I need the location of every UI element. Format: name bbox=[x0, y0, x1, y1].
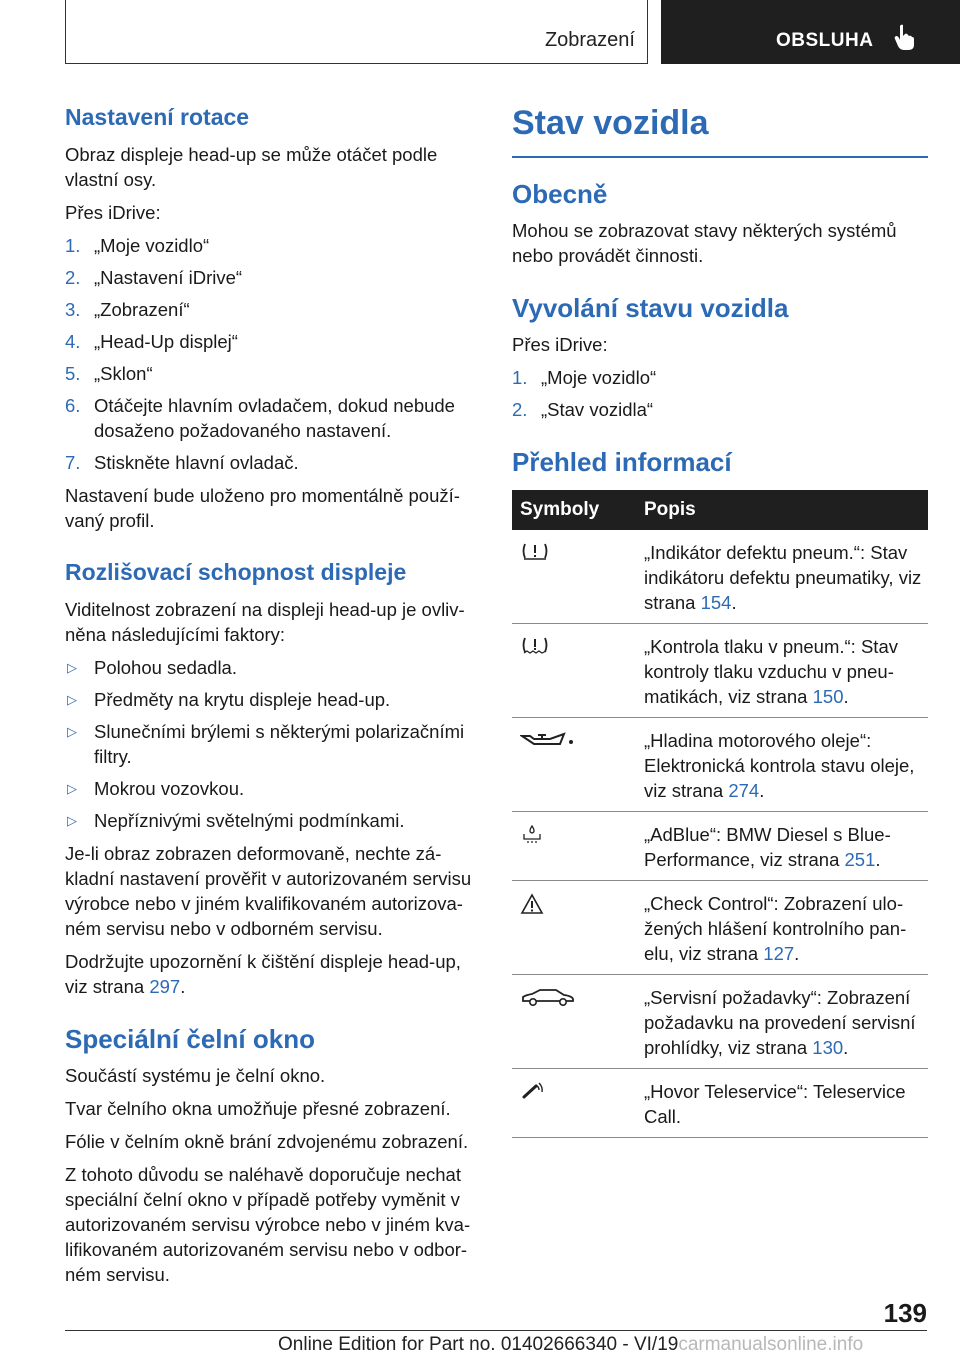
resolution-heading: Rozlišovací schopnost displeje bbox=[65, 559, 407, 585]
page-link[interactable]: 127 bbox=[763, 943, 795, 964]
header-chapter-title: OBSLUHA bbox=[776, 30, 874, 51]
tire-pressure-icon bbox=[520, 636, 550, 656]
windshield-p3: Fólie v čelním okně brání zdvojenému zobrazení. bbox=[65, 1131, 469, 1152]
table-row: „Indikátor defektu pneum.“: Stav indikátoru defektu pneumatiky, viz strana 154. bbox=[512, 530, 928, 624]
windshield-p1: Součástí systému je čelní okno. bbox=[65, 1065, 326, 1086]
col-symbols-header: Symboly bbox=[512, 490, 632, 530]
overview-heading: Přehled informací bbox=[512, 447, 732, 477]
resolution-p2: Dodržujte upozornění k čištění displeje head-up, viz strana 297. bbox=[65, 951, 461, 997]
symbols-table bbox=[512, 490, 928, 1138]
header-section-title: Zobrazení bbox=[544, 29, 635, 51]
list-item: ▷ Nepříznivými světelnými podmínkami. bbox=[67, 810, 405, 831]
page-link[interactable]: 251 bbox=[844, 849, 876, 870]
oil-can-icon bbox=[520, 730, 576, 750]
resolution-p1: Je-li obraz zobrazen deformovaně, nechte zá-kladní nastavení prověřit v autorizovaném servisu výrobce nebo v jiném kvalifikovaném autorizova-ném servisu nebo v odborném servisu. bbox=[65, 843, 472, 939]
list-item: 1. „Moje vozidlo“ bbox=[512, 367, 657, 388]
page-link[interactable]: 130 bbox=[812, 1037, 844, 1058]
list-item: 3. „Zobrazení“ bbox=[65, 299, 190, 320]
tire-warning-icon bbox=[520, 542, 550, 562]
triangle-bullet-icon: ▷ bbox=[67, 724, 77, 739]
triangle-bullet-icon: ▷ bbox=[67, 813, 77, 828]
rotation-heading: Nastavení rotace bbox=[65, 104, 250, 130]
title-divider bbox=[512, 146, 928, 158]
list-item: 2. „Stav vozidla“ bbox=[512, 399, 654, 420]
page-link[interactable]: 274 bbox=[728, 780, 760, 801]
table-row: „Hladina motorového oleje“: Elektronická kontrola stavu oleje, viz strana 274. bbox=[512, 718, 928, 812]
triangle-bullet-icon: ▷ bbox=[67, 781, 77, 796]
left-column bbox=[65, 100, 477, 1295]
list-item: ▷ Slunečními brýlemi s některými polarizačními filtry. bbox=[67, 721, 465, 767]
list-item: 1. „Moje vozidlo“ bbox=[65, 235, 210, 256]
warning-triangle-icon bbox=[520, 893, 544, 915]
page-number: 139 bbox=[883, 1298, 927, 1328]
car-service-icon bbox=[520, 987, 576, 1007]
list-item: 2. „Nastavení iDrive“ bbox=[65, 267, 243, 288]
table-row: „Check Control“: Zobrazení ulo-žených hlášení kontrolního pan-elu, viz strana 127. bbox=[512, 881, 928, 975]
windshield-p4: Z tohoto důvodu se naléhavě doporučuje nechat speciální čelní okno v případě potřeby vyměnit v autorizovaném servisu výrobce nebo v jiném kva-lifikovaném autorizovaném servisu nebo v odbor-ném servisu. bbox=[65, 1164, 471, 1285]
page-title: Stav vozidla bbox=[512, 104, 709, 142]
general-heading: Obecně bbox=[512, 179, 608, 209]
list-item: 5. „Sklon“ bbox=[65, 363, 153, 384]
rotation-intro: Obraz displeje head-up se může otáčet podle vlastní osy. bbox=[65, 144, 438, 190]
adblue-icon bbox=[520, 824, 544, 844]
page-link[interactable]: 150 bbox=[812, 686, 844, 707]
call-steps bbox=[512, 365, 928, 422]
table-row: „Kontrola tlaku v pneum.“: Stav kontroly tlaku vzduchu v pneu-matikách, viz strana 150. bbox=[512, 624, 928, 718]
windshield-heading: Speciální čelní okno bbox=[65, 1024, 315, 1054]
windshield-p2: Tvar čelního okna umožňuje přesné zobrazení. bbox=[65, 1098, 451, 1119]
watermark: carmanualsonline.info bbox=[678, 1334, 864, 1355]
hand-pointer-icon bbox=[893, 24, 917, 52]
table-header-row bbox=[512, 490, 928, 530]
triangle-bullet-icon: ▷ bbox=[67, 692, 77, 707]
list-item: 6. Otáčejte hlavním ovladačem, dokud nebude dosaženo požadovaného nastavení. bbox=[65, 395, 455, 441]
rotation-steps bbox=[65, 233, 477, 475]
table-row: „Hovor Teleservice“: Teleservice Call. bbox=[512, 1069, 928, 1138]
list-item: ▷ Předměty na krytu displeje head-up. bbox=[67, 689, 391, 710]
header-section-box bbox=[65, 0, 648, 64]
table-row: „Servisní požadavky“: Zobrazení požadavku na provedení servisní prohlídky, viz strana 130. bbox=[512, 975, 928, 1069]
rotation-outro: Nastavení bude uloženo pro momentálně použí-vaný profil. bbox=[65, 485, 460, 531]
table-row: „AdBlue“: BMW Diesel s Blue-Performance, viz strana 251. bbox=[512, 812, 928, 881]
list-item: 7. Stiskněte hlavní ovladač. bbox=[65, 452, 299, 473]
footer-edition: Online Edition for Part no. 01402666340 - VI/19carmanualsonline.info bbox=[278, 1334, 864, 1355]
header-chapter-box bbox=[661, 0, 960, 64]
list-item: ▷ Polohou sedadla. bbox=[67, 657, 237, 678]
col-desc-header: Popis bbox=[632, 490, 928, 530]
triangle-bullet-icon: ▷ bbox=[67, 660, 77, 675]
right-column bbox=[512, 100, 928, 1138]
rotation-via: Přes iDrive: bbox=[65, 202, 161, 223]
call-via: Přes iDrive: bbox=[512, 334, 608, 355]
resolution-bullets bbox=[65, 655, 477, 833]
call-heading: Vyvolání stavu vozidla bbox=[512, 293, 789, 323]
list-item: 4. „Head-Up displej“ bbox=[65, 331, 238, 352]
page-link[interactable]: 297 bbox=[149, 976, 181, 997]
page-link[interactable]: 154 bbox=[700, 592, 732, 613]
footer-divider bbox=[65, 1330, 927, 1331]
general-text: Mohou se zobrazovat stavy některých systémů nebo provádět činnosti. bbox=[512, 220, 897, 266]
teleservice-icon bbox=[520, 1081, 548, 1103]
list-item: ▷ Mokrou vozovkou. bbox=[67, 778, 245, 799]
resolution-intro: Viditelnost zobrazení na displeji head-up je ovliv-něna následujícími faktory: bbox=[65, 599, 465, 645]
